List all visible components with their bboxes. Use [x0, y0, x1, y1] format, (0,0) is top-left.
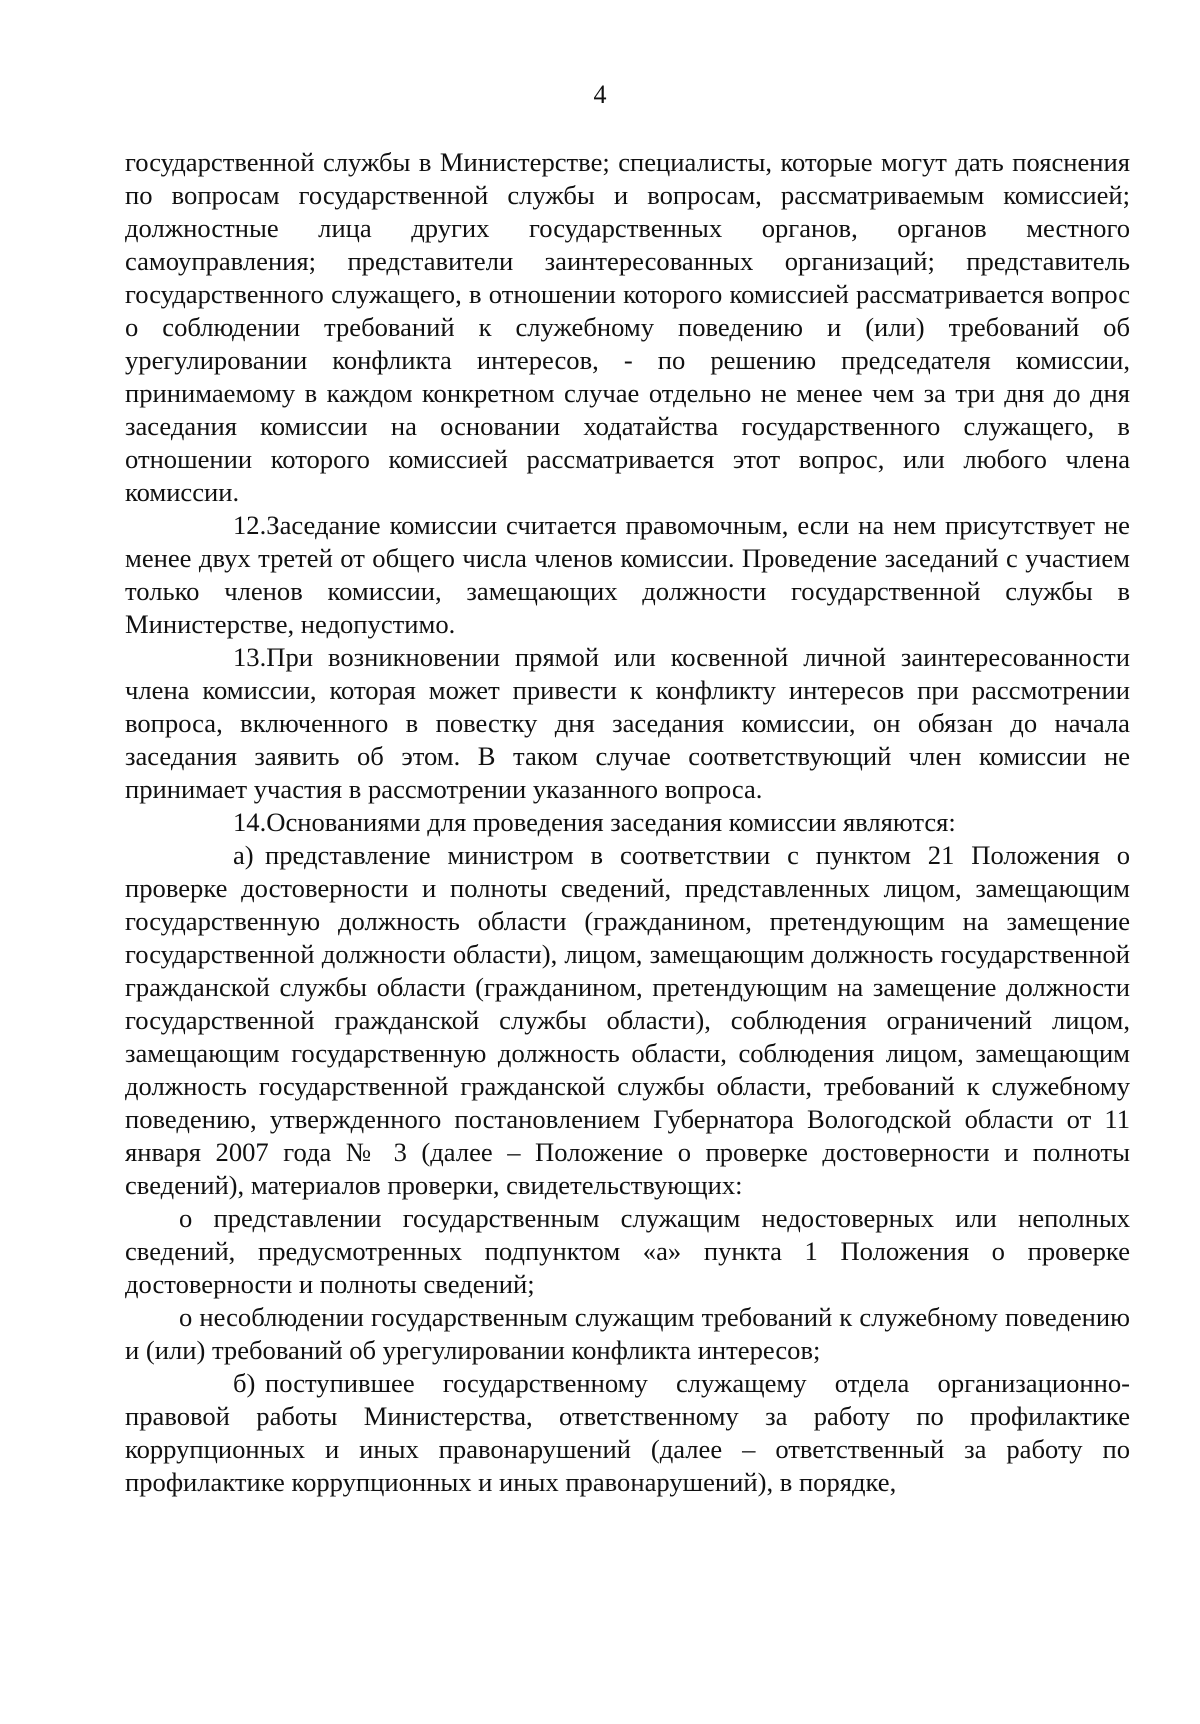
paragraph-11-continuation: государственной службы в Министерстве; специалисты, которые могут дать пояснения по вопросам государственной службы и вопросам, рассматриваемым комиссией; должностные лица других государственных органов, органов местного самоуправления; представители заинтересованных организаций; представитель государственного служащего, в отношении которого комиссией рассматривается вопрос о соблюдении требований к служебному поведению и (или) требований об урегулировании конфликта интересов, - по решению председателя комиссии, принимаемому в каждом конкретном случае отдельно не менее чем за три дня до дня заседания комиссии на основании ходатайства государственного служащего, в отношении которого комиссией рассматривается этот вопрос, или любого члена комиссии. — [125, 147, 1130, 507]
paragraph-12-text: Заседание комиссии считается правомочным, если на нем присутствует не менее двух третей от общего числа членов комиссии. Проведение заседаний с участием только членов комиссии, замещающих должности государственной службы в Министерстве, недопустимо. — [125, 510, 1130, 639]
subparagraph-b — [125, 1367, 1130, 1499]
subparagraph-a-text: представление министром в соответствии с пунктом 21 Положения о проверке достоверности и полноты сведений, представленных лицом, замещающим государственную должность области (гражданином, претендующим на замещение государственной должности области), лицом, замещающим должность государственной гражданской службы области (гражданином, претендующим на замещение должности государственной гражданской службы области), соблюдения ограничений лицом, замещающим государственную должность области, соблюдения лицом, замещающим должность государственной гражданской службы области, требований к служебному поведению, утвержденного постановлением Губернатора Вологодской области от 11 января 2007 года № 3 (далее – Положение о проверке достоверности и полноты сведений), материалов проверки, свидетельствующих: — [125, 840, 1130, 1200]
paragraph-13 — [125, 641, 1130, 806]
subparagraph-a-item-2: о несоблюдении государственным служащим требований к служебному поведению и (или) требований об урегулировании конфликта интересов; — [125, 1302, 1130, 1365]
document-body — [125, 146, 1130, 1499]
subparagraph-a-letter: а) — [233, 840, 254, 870]
paragraph-12 — [125, 509, 1130, 641]
subparagraph-b-text: поступившее государственному служащему отдела организационно-правовой работы Министерства, ответственному за работу по профилактике коррупционных и иных правонарушений (далее – ответственный за работу по профилактике коррупционных и иных правонарушений), в порядке, — [125, 1368, 1130, 1497]
page-number: 4 — [593, 80, 607, 109]
paragraph-14 — [125, 806, 1130, 839]
subparagraph-a-item-1: о представлении государственным служащим недостоверных или неполных сведений, предусмотренных подпунктом «а» пункта 1 Положения о проверке достоверности и полноты сведений; — [125, 1203, 1130, 1299]
subparagraph-a — [125, 839, 1130, 1202]
paragraph-12-number: 12. — [233, 510, 267, 540]
paragraph-13-text: При возникновении прямой или косвенной личной заинтересованности члена комиссии, которая может привести к конфликту интересов при рассмотрении вопроса, включенного в повестку дня заседания комиссии, он обязан до начала заседания заявить об этом. В таком случае соответствующий член комиссии не принимает участия в рассмотрении указанного вопроса. — [125, 642, 1130, 804]
subparagraph-b-letter: б) — [233, 1368, 256, 1398]
paragraph-14-text: Основаниями для проведения заседания комиссии являются: — [266, 807, 956, 837]
paragraph-14-number: 14. — [233, 807, 267, 837]
paragraph-13-number: 13. — [233, 642, 267, 672]
